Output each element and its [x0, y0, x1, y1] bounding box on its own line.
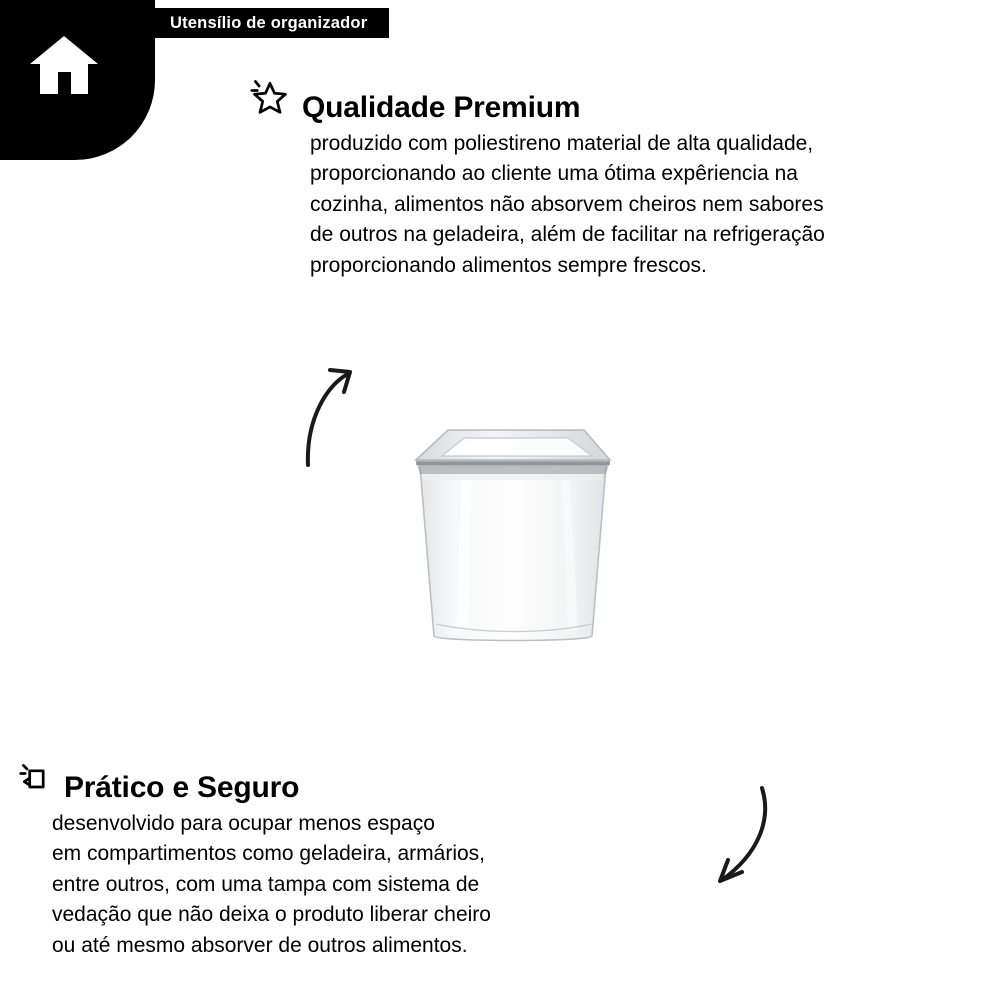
- header-title-bar: [148, 8, 389, 38]
- section-header: [248, 78, 968, 123]
- section-title: Prático e Seguro: [64, 771, 300, 804]
- section-title: Qualidade Premium: [302, 91, 581, 124]
- section-body: [248, 129, 968, 281]
- body-line: entre outros, com uma tampa com sistema de: [52, 872, 480, 896]
- body-line: ou até mesmo absorver de outros alimentos.: [52, 933, 468, 957]
- body-line: cozinha, alimentos não absorvem cheiros nem sabores: [310, 192, 824, 216]
- body-line: produzido com poliestireno material de alta qualidade,: [310, 132, 814, 155]
- product-image-pote-organizador: [402, 418, 624, 648]
- header-title: Utensílio de organizador: [170, 13, 368, 32]
- section-qualidade-premium: [248, 78, 968, 281]
- body-line: em compartimentos como geladeira, armários,: [52, 842, 486, 866]
- section-pratico-e-seguro: [18, 762, 638, 961]
- home-icon: [28, 34, 100, 96]
- curved-arrow-up-icon: [300, 360, 410, 475]
- section-body: [18, 809, 638, 961]
- body-line: proporcionando ao cliente uma ótima expêriencia na: [310, 162, 798, 186]
- section-header: [18, 762, 638, 803]
- body-line: proporcionando alimentos sempre frescos.: [310, 253, 707, 277]
- sparkle-star-icon: [248, 76, 292, 121]
- body-line: de outros na geladeira, além de facilitar na refrigeração: [310, 223, 825, 247]
- body-line: vedação que não deixa o produto liberar cheiro: [52, 903, 491, 927]
- body-line: desenvolvido para ocupar menos espaço: [52, 812, 435, 835]
- curved-arrow-down-icon: [700, 780, 810, 895]
- sparkle-hand-icon: [18, 760, 54, 801]
